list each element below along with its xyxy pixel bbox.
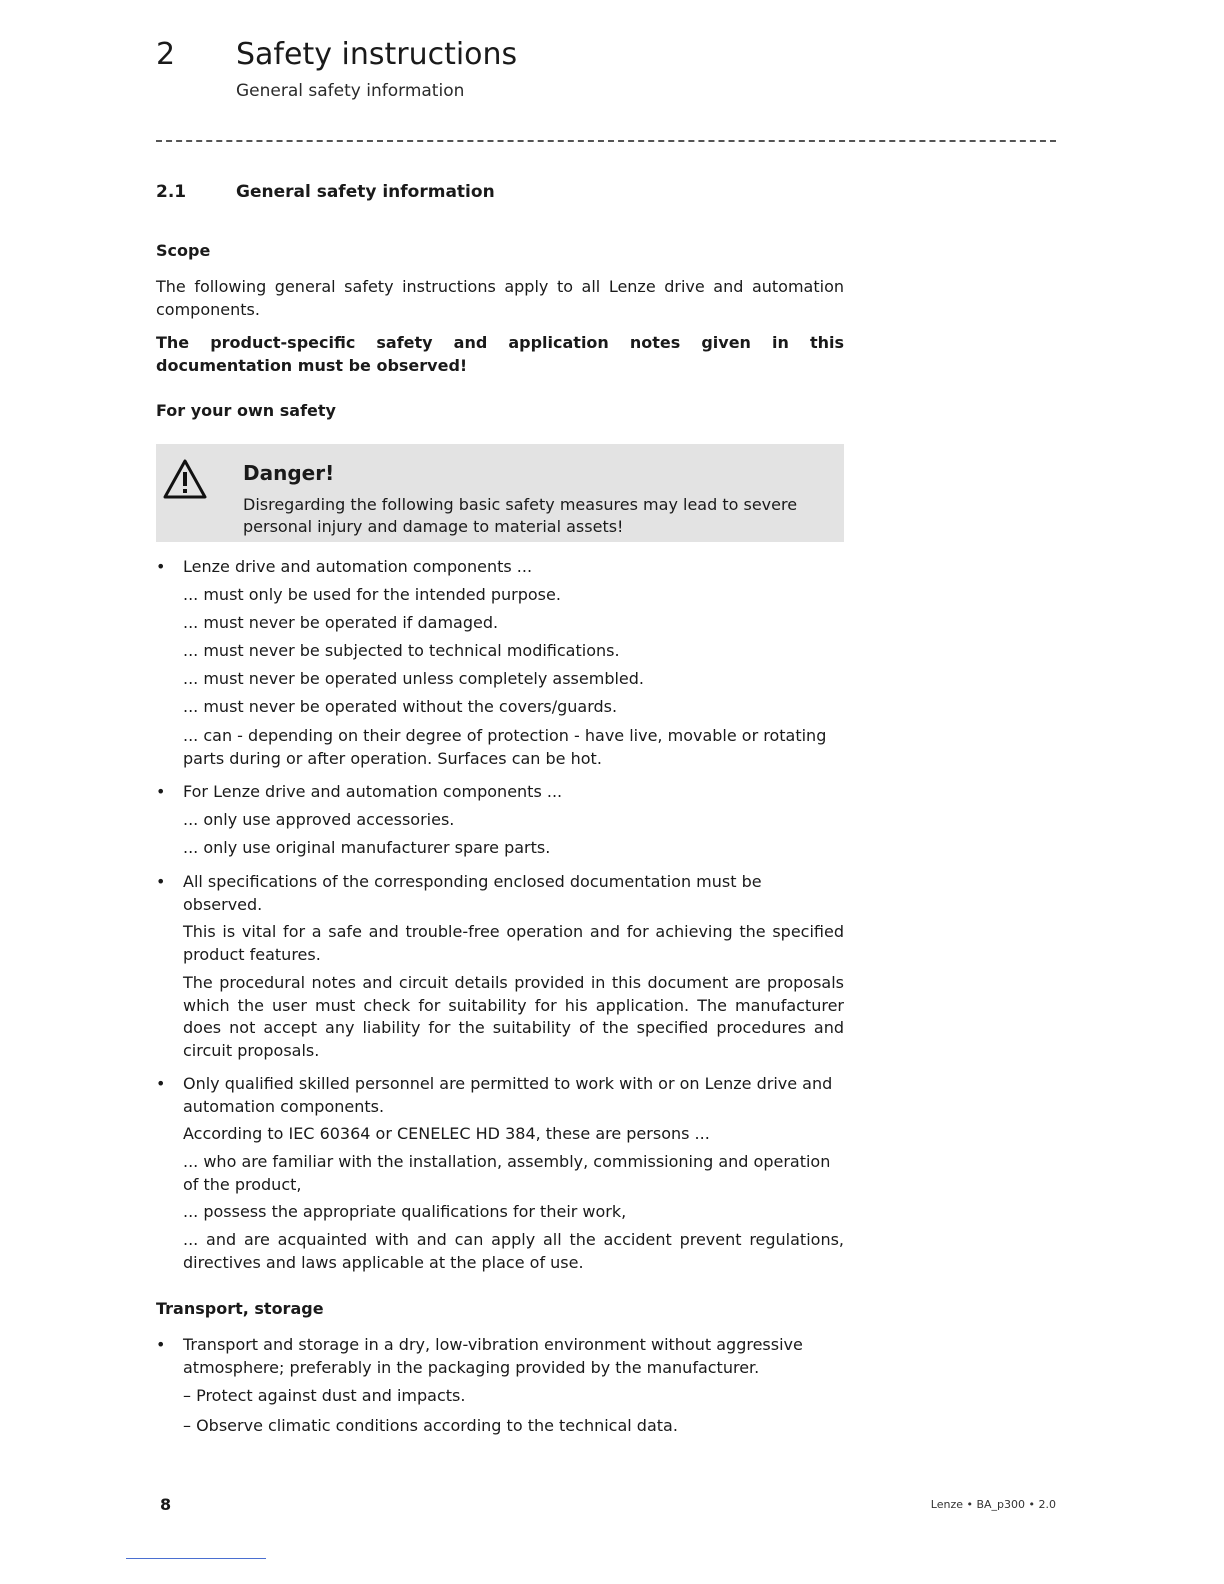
- list-item: ... must never be operated unless completely assembled.: [183, 669, 644, 688]
- list-item: This is vital for a safe and trouble-free operation and for achieving the specified product features.: [183, 922, 844, 964]
- scope-heading: Scope: [156, 241, 211, 260]
- transport-heading: Transport, storage: [156, 1299, 324, 1318]
- list-item: ... must never be subjected to technical modifications.: [183, 641, 620, 660]
- list-item: – Protect against dust and impacts.: [183, 1386, 466, 1405]
- chapter-subtitle: General safety information: [236, 81, 465, 101]
- danger-box: [156, 444, 844, 542]
- bullet-lead: Only qualified skilled personnel are permitted to work with or on Lenze drive and automation components.: [183, 1074, 833, 1116]
- list-item: ... must never be operated if damaged.: [183, 613, 499, 632]
- list-item: ... can - depending on their degree of protection - have live, movable or rotating parts during or after operation. Surfaces can be hot.: [183, 726, 827, 768]
- bullet-dot: •: [156, 557, 166, 576]
- section-number: 2.1: [156, 182, 187, 202]
- bullet-lead: All specifications of the corresponding enclosed documentation must be observed.: [183, 872, 762, 914]
- list-item: – Observe climatic conditions according to the technical data.: [183, 1416, 678, 1435]
- list-item: ... only use original manufacturer spare parts.: [183, 838, 551, 857]
- list-item: ... only use approved accessories.: [183, 810, 455, 829]
- list-item: The procedural notes and circuit details provided in this document are proposals which the user must check for suitability for his application. The manufacturer does not accept any liability for the suitability of the specified procedures and circuit proposals.: [183, 973, 844, 1060]
- list-item: ... who are familiar with the installation, assembly, commissioning and operation of the product,: [183, 1152, 831, 1194]
- header-divider: [156, 140, 1056, 142]
- list-item: ... must never be operated without the covers/guards.: [183, 697, 618, 716]
- bullet-dot: •: [156, 1335, 166, 1354]
- warning-triangle-icon: [162, 458, 208, 500]
- danger-text: Disregarding the following basic safety measures may lead to severe personal injury and damage to material assets!: [243, 495, 798, 536]
- bullet-lead: Lenze drive and automation components ...: [183, 557, 533, 576]
- list-item: ... must only be used for the intended purpose.: [183, 585, 561, 604]
- section-title: General safety information: [236, 182, 495, 202]
- bullet-lead: For Lenze drive and automation components ...: [183, 782, 563, 801]
- bullet-dot: •: [156, 872, 166, 891]
- bottom-link-line: [126, 1558, 266, 1559]
- list-item: ... possess the appropriate qualifications for their work,: [183, 1202, 627, 1221]
- chapter-number: 2: [156, 37, 176, 72]
- list-item: According to IEC 60364 or CENELEC HD 384, these are persons ...: [183, 1124, 710, 1143]
- page-title: Safety instructions: [236, 37, 518, 72]
- danger-title: Danger!: [243, 461, 335, 485]
- bullet-dot: •: [156, 1074, 166, 1093]
- page-number: 8: [160, 1495, 172, 1514]
- document-reference: Lenze • BA_p300 • 2.0: [930, 1498, 1056, 1511]
- own-safety-heading: For your own safety: [156, 401, 336, 420]
- bullet-lead: Transport and storage in a dry, low-vibration environment without aggressive atmosphere; preferably in the packaging provided by the manufacturer.: [183, 1335, 803, 1377]
- list-item: ... and are acquainted with and can apply all the accident prevent regulations, directives and laws applicable at the place of use.: [183, 1230, 844, 1272]
- scope-bold-note: The product-specific safety and application notes given in this documentation must be observed!: [156, 333, 844, 375]
- bullet-dot: •: [156, 782, 166, 801]
- scope-text: The following general safety instructions apply to all Lenze drive and automation components.: [156, 277, 844, 319]
